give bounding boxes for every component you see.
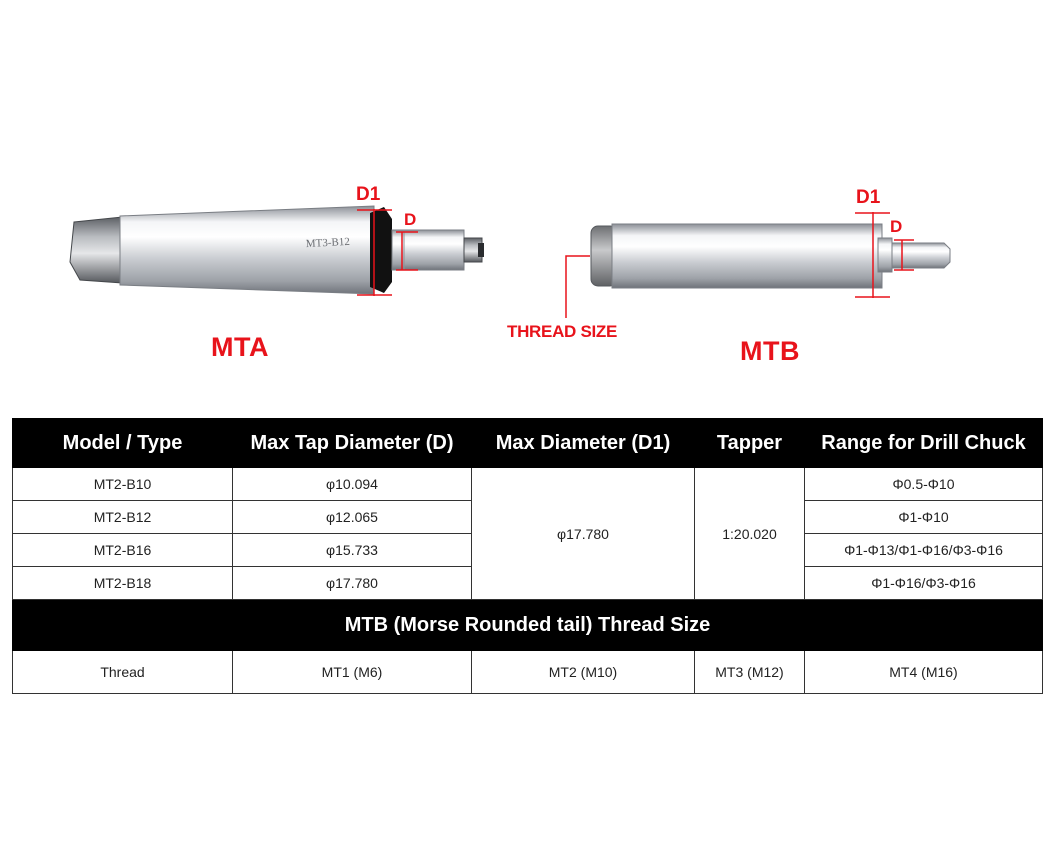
header-drill-chuck-range: Range for Drill Chuck — [805, 419, 1043, 468]
thread-mt4-cell: MT4 (M16) — [805, 651, 1043, 694]
model-cell: MT2-B16 — [13, 534, 233, 567]
range-cell: Φ0.5-Φ10 — [805, 468, 1043, 501]
header-model: Model / Type — [13, 419, 233, 468]
spec-table — [12, 418, 1043, 694]
table-header-row — [13, 419, 1043, 468]
mta-engraving: MT3-B12 — [305, 235, 351, 251]
max-diameter-cell: φ17.780 — [472, 468, 695, 600]
model-cell: MT2-B10 — [13, 468, 233, 501]
mta-d1-label: D1 — [356, 184, 381, 205]
thread-row — [13, 651, 1043, 694]
mta-d-label: D — [404, 210, 417, 229]
header-max-diameter: Max Diameter (D1) — [472, 419, 695, 468]
mtb-title: MTB — [740, 336, 800, 366]
mtb-d-label: D — [890, 217, 903, 236]
thread-label-cell: Thread — [13, 651, 233, 694]
model-cell: MT2-B12 — [13, 501, 233, 534]
tap-diameter-cell: φ17.780 — [233, 567, 472, 600]
thread-size-label: THREAD SIZE — [507, 322, 618, 341]
mta-title: MTA — [211, 332, 269, 362]
mta-arbor-drawing — [70, 206, 484, 294]
header-max-tap-diameter: Max Tap Diameter (D) — [233, 419, 472, 468]
range-cell: Φ1-Φ13/Φ1-Φ16/Φ3-Φ16 — [805, 534, 1043, 567]
tapper-cell: 1:20.020 — [695, 468, 805, 600]
thread-mt1-cell: MT1 (M6) — [233, 651, 472, 694]
thread-size-title: MTB (Morse Rounded tail) Thread Size — [13, 600, 1043, 651]
range-cell: Φ1-Φ10 — [805, 501, 1043, 534]
table-row — [13, 468, 1043, 501]
thread-size-band — [13, 600, 1043, 651]
tap-diameter-cell: φ12.065 — [233, 501, 472, 534]
thread-mt2-cell: MT2 (M10) — [472, 651, 695, 694]
range-cell: Φ1-Φ16/Φ3-Φ16 — [805, 567, 1043, 600]
product-figure — [0, 0, 1054, 400]
header-tapper: Tapper — [695, 419, 805, 468]
thread-mt3-cell: MT3 (M12) — [695, 651, 805, 694]
model-cell: MT2-B18 — [13, 567, 233, 600]
mtb-d1-label: D1 — [856, 187, 881, 208]
tap-diameter-cell: φ10.094 — [233, 468, 472, 501]
tap-diameter-cell: φ15.733 — [233, 534, 472, 567]
